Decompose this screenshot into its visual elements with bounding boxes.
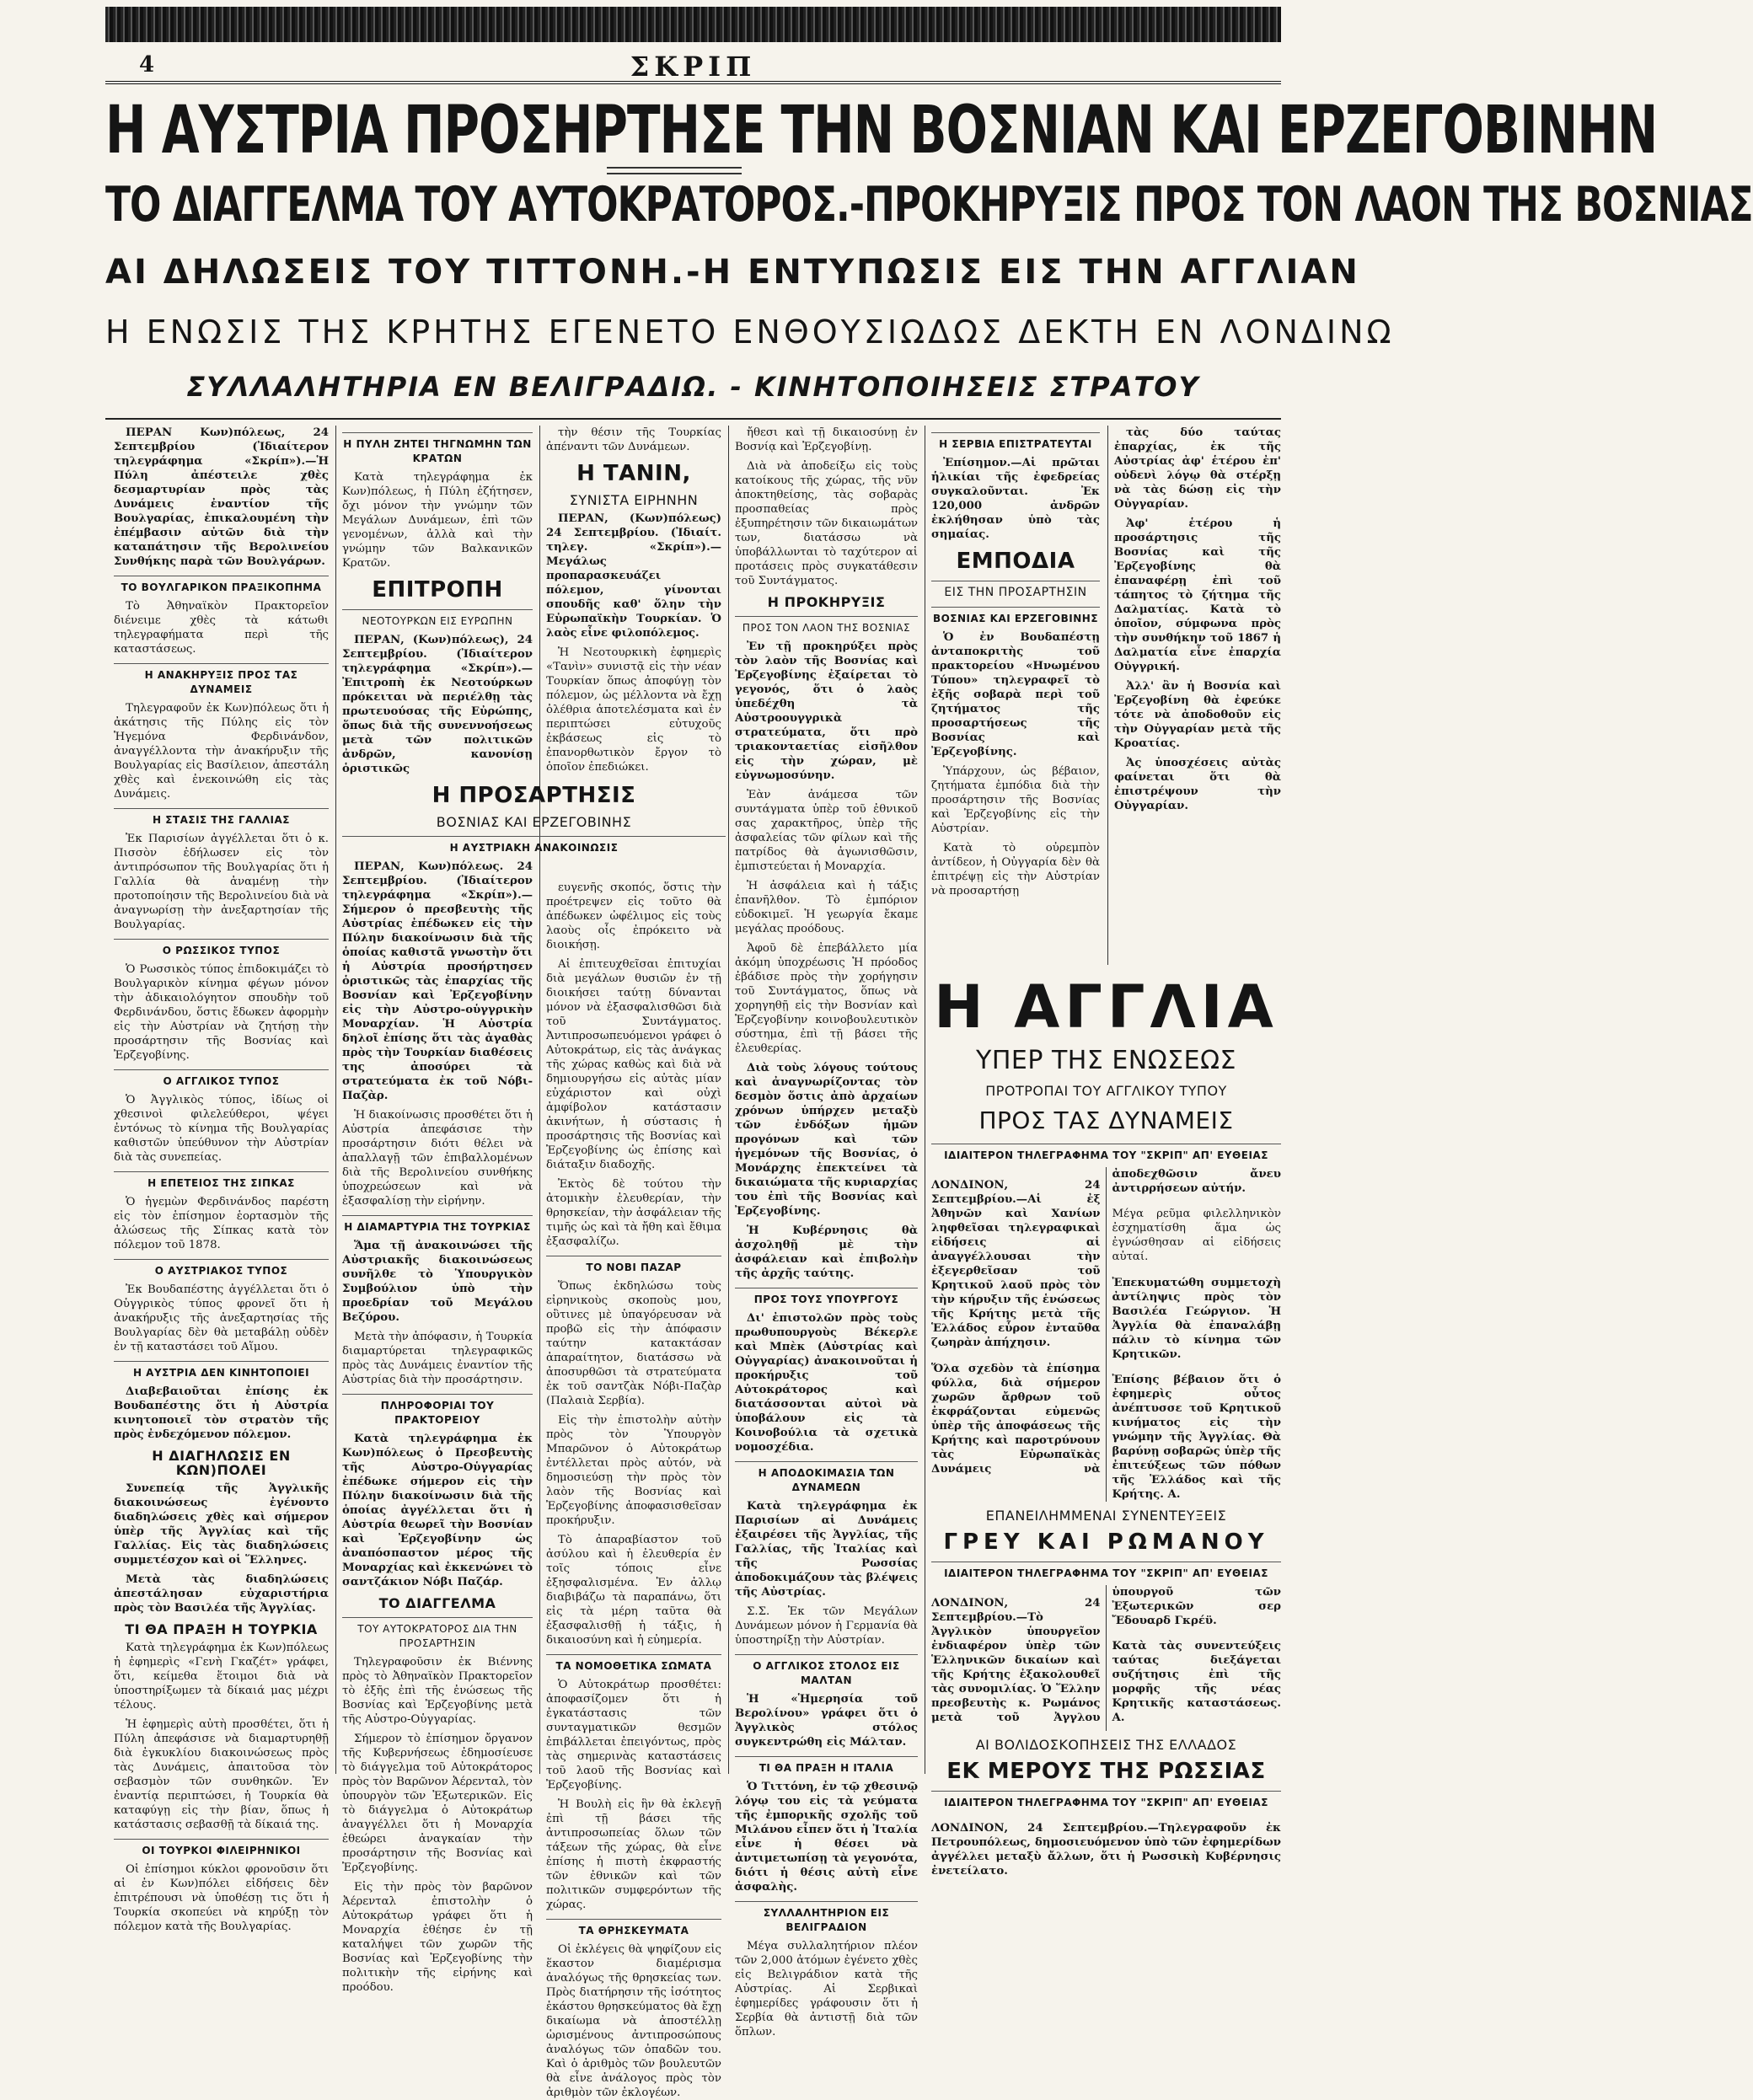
- paragraph: Ἀλλ' ἂν ἡ Βοσνία καὶ Ἐρζεγοβίνη θὰ ἐφεύκε τότε νὰ ἀποδοθοῦν εἰς τὴν Οὐγγαρίαν μετὰ τῆς Κροατίας.: [1114, 680, 1281, 750]
- lead-article: ΠΕΡΑΝ Κων)πόλεως, 24 Σεπτεμβρίου (Ἰδιαίτερον τηλεγράφημα «Σκρίπ»).—Ἡ Πύλη ἀπέστειλε χθὲς δεσμαρτυρίαν πρὸς τὰς Δυνάμεις ἐναντίον τῆς Βουλγαρίας, ἐπικαλουμένη τὴν ἐπέμβασιν αὐτῶν διὰ τὴν καταπάτησιν τῆς Βερολινείου Συνθήκης παρὰ τῶν Βουλγάρων.: [114, 426, 329, 568]
- paragraph: Ἐπίσημον.—Αἱ πρῶται ἡλικίαι τῆς ἐφεδρείας συγκαλοῦνται. Ἐκ 120,000 ἀνδρῶν ἐκλήθησαν ὑπὸ τὰς σημαίας.: [931, 457, 1100, 541]
- column-rule: [335, 426, 336, 1774]
- section-heading: ΕΠΑΝΕΙΛΗΜΜΕΝΑΙ ΣΥΝΕΝΤΕΥΞΕΙΣ: [985, 1507, 1227, 1524]
- paragraph: Τὸ ἀπαραβίαστον τοῦ ἀσύλου καὶ ἡ ἐλευθερία ἐν τοῖς τόποις εἶνε ἐξησφαλισμένα. Ἐν ἀλλῳ διαβιβάζω τὰ παραπάνω, ὅτι εἰς τὰ μέρη ταῦτα θὰ ἐξασφαλισθῇ ἡ τάξις, ἡ δικαιοσύνη καὶ ἡ εὐημερία.: [546, 1534, 721, 1647]
- section-subheading: ΠΡΟΣ ΤΟΝ ΛΑΟΝ ΤΗΣ ΒΟΣΝΙΑΣ: [735, 616, 918, 635]
- section-heading: ΕΜΠΟΔΙΑ: [956, 549, 1075, 574]
- feature-deck: ΠΡΟΣ ΤΑΣ ΔΥΝΑΜΕΙΣ: [978, 1106, 1234, 1134]
- section-subheading: ΒΟΣΝΙΑΣ ΚΑΙ ΕΡΖΕΓΟΒΙΝΗΣ: [436, 814, 632, 830]
- section-subheading: ΤΟΥ ΑΥΤΟΚΡΑΤΟΡΟΣ ΔΙΑ ΤΗΝ ΠΡΟΣΑΡΤΗΣΙΝ: [342, 1617, 533, 1651]
- feature-headline: Η ΑΓΓΛΙΑ: [934, 972, 1279, 1042]
- section-heading: ΕΚ ΜΕΡΟΥΣ ΤΗΣ ΡΩΣΣΙΑΣ: [946, 1758, 1266, 1784]
- section-heading: Η ΣΕΡΒΙΑ ΕΠΙΣΤΡΑΤΕΥΤΑΙ: [931, 432, 1100, 452]
- paragraph: Ἅμα τῇ ἀνακοινώσει τῆς Αὐστριακῆς διακοινώσεως συνῆλθε τὸ Ὑπουργικὸν Συμβούλιον ὑπὸ τὴν προεδρίαν τοῦ Μεγάλου Βεζύρου.: [342, 1240, 533, 1324]
- england-feature: [931, 969, 1281, 1878]
- paragraph: Ἡ Νεοτουρκικὴ ἐφημερὶς «Τανὶν» συνιστᾷ εἰς τὴν νέαν Τουρκίαν ὅπως ἀποφύγῃ τὸν πόλεμον, ὡς μέλλοντα νὰ ἔχῃ ὀλέθρια ἀποτελέσματα καὶ ἐν περιπτώσει εὐτυχοῦς ἐκβάσεως εἰς τὸ ἐπανορθωτικὸν ἔργον τὸ ὁποῖον ἐπεδιώκει.: [546, 646, 721, 774]
- column-3: [546, 426, 721, 2099]
- dispatch-credit: ΙΔΙΑΙΤΕΡΟΝ ΤΗΛΕΓΡΑΦΗΜΑ ΤΟΥ "ΣΚΡΙΠ" ΑΠ' ΕΥΘΕΙΑΣ: [931, 1562, 1281, 1581]
- paragraph: Ὁ ἡγεμὼν Φερδινάνδος παρέστη εἰς τὸν ἑπίσημον ἑορτασμὸν τῆς ἁλώσεως τῆς Σίπκας κατὰ τὸν πόλεμον τοῦ 1878.: [114, 1196, 329, 1251]
- section-heading: ΓΡΕΥ ΚΑΙ ΡΩΜΑΝΟΥ: [943, 1529, 1269, 1555]
- paragraph: Κατὰ τηλεγράφημα ἐκ Κων)πόλεως, ἡ Πύλη ἐζήτησεν, ὄχι μόνον τὴν γνώμην τῶν Μεγάλων Δυνάμεων, ἐπὶ τῶν γενομένων, ἀλλὰ καὶ τὴν γνώμην τῶν Βαλκανικῶν Κρατῶν.: [342, 471, 533, 570]
- paragraph: ευγενῆς σκοπός, ὅστις τὴν προέτρεψεν εἰς τοῦτο θὰ ἀπέδωκεν ὠφέλιμος εἰς τοὺς λαοὺς οἷς ἐπρόκειτο νὰ διοικήσῃ.: [546, 881, 721, 951]
- paragraph: Κατὰ τὰς συνεντεύξεις ταύτας διεξάγεται συζήτησις ἐπὶ τῆς μορφῆς τῆς νέας Κρητικῆς καταστάσεως. Α.: [1112, 1640, 1281, 1725]
- section-subheading: ΣΥΝΙΣΤΑ ΕΙΡΗΝΗΝ: [569, 492, 699, 508]
- paragraph: Ἐπεκυματώθη συμμετοχὴ ἀντίληψις πρὸς τὸν Βασιλέα Γεώργιον. Ἡ Ἀγγλία θὰ ἐπαναλάβῃ πάλιν τὸ κίνημα τῶν Κρητικῶν.: [1112, 1276, 1281, 1361]
- paragraph: Σήμερον τὸ ἐπίσημον ὄργανον τῆς Κυβερνήσεως ἐδημοσίευσε τὸ διάγγελμα τοῦ Αὐτοκράτορος πρὸς τὸν Βαρῶνον Ἀέρενταλ, τὸν ὑπουργὸν τῶν Ἐξωτερικῶν. Εἰς τὸ διάγγελμα ὁ Αὐτοκράτωρ ἀναγγέλλει ὅτι ἡ Μοναρχία ἐθεώρει ἀναγκαίαν τὴν προσάρτησιν τῆς Βοσνίας καὶ Ἐρζεγοβίνης.: [342, 1733, 533, 1874]
- paragraph: ΛΟΝΔΙΝΟΝ, 24 Σεπτεμβρίου.—Τηλεγραφοῦν ἐκ Πετρουπόλεως, δημοσιευόμενον ὑπὸ τῶν ἐφημερίδων ἀγγέλλει μεταξὺ ἄλλων, ὅτι ἡ Ρωσσικὴ Κυβέρνησις ἐνετείλατο.: [931, 1822, 1281, 1878]
- paragraph: Ἡ ἐφημερὶς αὐτὴ προσθέτει, ὅτι ἡ Πύλη ἀπεφάσισε νὰ διαμαρτυρηθῇ διὰ ἐγκυκλίου διακοινώσεως πρὸς τὰς Δυνάμεις, ἀπαιτοῦσα τὸν σεβασμὸν τῶν συνθηκῶν. Ἐν ἐναντίᾳ περιπτώσει, ἡ Τουρκία θὰ καταφύγῃ εἰς τὴν βίαν, ὅπως ἡ κατάστασις σεβασθῇ τὰ δίκαιά της.: [114, 1718, 329, 1831]
- feature-deck: ΠΡΟΤΡΟΠΑΙ ΤΟΥ ΑΓΓΛΙΚΟΥ ΤΥΠΟΥ: [985, 1083, 1227, 1099]
- page-number: 4: [139, 52, 155, 78]
- paragraph: Οἱ ἐκλέγεις θὰ ψηφίζουν εἰς ἕκαστον διαμέρισμα ἀναλόγως τῆς θρησκείας των. Πρὸς διατήρησιν τῆς ἰσότητος ἑκάστου θρησκεύματος θὰ ἔχῃ δικαίωμα νὰ ἀποστέλλῃ ὡρισμένους ἀντιπροσώπους ἀναλόγως τῶν ὀπαδῶν του. Καὶ ὁ ἀριθμὸς τῶν βουλευτῶν θὰ εἶνε ἀνάλογος πρὸς τὸν ἀριθμὸν τῶν ἐκλογέων.: [546, 1943, 721, 2099]
- section-heading: ΤΑ ΝΟΜΟΘΕΤΙΚΑ ΣΩΜΑΤΑ: [546, 1654, 721, 1674]
- section-heading: Ο ΑΥΣΤΡΙΑΚΟΣ ΤΥΠΟΣ: [114, 1259, 329, 1278]
- paragraph: Σ.Σ. Ἐκ τῶν Μεγάλων Δυνάμεων μόνον ἡ Γερμανία θὰ ὑποστηρίξῃ τὴν Αὐστρίαν.: [735, 1605, 918, 1647]
- paragraph: Ἐν τῇ προκηρύξει πρὸς τὸν λαὸν τῆς Βοσνίας καὶ Ἐρζεγοβίνης ἐξαίρεται τὸ γεγονός, ὅτι ὁ λαὸς ὑπεδέχθη τὰ Αὐστροουγγρικὰ στρατεύματα, ὅτι πρὸ τριακονταετίας εἰσῆλθον εἰς τὴν χώραν, μὲ εὐγνωμοσύνην.: [735, 640, 918, 782]
- top-border-strip: [105, 7, 1281, 42]
- paragraph: Μέγα συλλαλητήριον πλέον τῶν 2,000 ἀτόμων ἐγένετο χθὲς εἰς Βελιγράδιον κατὰ τῆς Αὐστρίας. Αἱ Σερβικαὶ ἐφημερίδες γράφουσιν ὅτι ἡ Σερβία θὰ ἀντιστῇ διὰ τῶν ὅπλων.: [735, 1940, 918, 2038]
- paragraph: Ἡ Κυβέρνησις θὰ ἀσχοληθῇ μὲ τὴν ἀσφάλειαν καὶ ἐπιβολὴν τῆς ἀρχῆς ταύτης.: [735, 1224, 918, 1280]
- section-heading: ΣΥΛΛΑΛΗΤΗΡΙΟΝ ΕΙΣ ΒΕΛΙΓΡΑΔΙΟΝ: [735, 1901, 918, 1935]
- column-rule: [539, 426, 540, 1774]
- paragraph: Εἰς τὴν πρὸς τὸν βαρῶνον Ἀέρενταλ ἐπιστολὴν ὁ Αὐτοκράτωρ γράφει ὅτι ἡ Μοναρχία ἐθέησε ἐν τῇ καταλήψει τῶν χωρῶν τῆς Βοσνίας καὶ Ἐρζεγοβίνης τὴν πολιτικὴν τῆς εἰρήνης καὶ προόδου.: [342, 1881, 533, 1994]
- paragraph: Ὑπάρχουν, ὡς βέβαιον, ζητήματα ἐμπόδια διὰ τὴν προσάρτησιν τῆς Βοσνίας καὶ Ἐρζεγοβίνης εἰς τὴν Αὐστρίαν.: [931, 765, 1100, 835]
- paragraph: Ὁ Αὐτοκράτωρ προσθέτει: ἀποφασίζομεν ὅτι ἡ ἐγκατάστασις τῶν συνταγματικῶν θεσμῶν ἐπιβάλλεται ἐπειγόντως, πρὸς τὰς σημερινὰς καταστάσεις τοῦ λαοῦ τῆς Βοσνίας καὶ Ἐρζεγοβίνης.: [546, 1679, 721, 1792]
- paragraph: Κατὰ τὸ οὐρεμπὸν ἀντίδεον, ἡ Οὐγγαρία δὲν θὰ ἐπιτρέψῃ εἰς τὴν Αὐστρίαν νὰ προσαρτήσῃ: [931, 842, 1100, 897]
- section-heading: Η ΑΠΟΔΟΚΙΜΑΣΙΑ ΤΩΝ ΔΥΝΑΜΕΩΝ: [735, 1461, 918, 1495]
- sub-headline-1: ΤΟ ΔΙΑΓΓΕΛΜΑ ΤΟΥ ΑΥΤΟΚΡΑΤΟΡΟΣ.-ΠΡΟΚΗΡΥΞΙΣ ΠΡΟΣ ΤΟΝ ΛΑΟΝ ΤΗΣ ΒΟΣΝΙΑΣ: [105, 177, 1753, 233]
- column-6: [1114, 426, 1281, 965]
- section-heading: ΤΙ ΘΑ ΠΡΑΞΗ Η ΙΤΑΛΙΑ: [735, 1756, 918, 1776]
- paragraph: Συνεπείᾳ τῆς Ἀγγλικῆς διακοινώσεως ἐγένοντο διαδηλώσεις χθὲς καὶ σήμερον ὑπὲρ τῆς Ἀγγλίας καὶ τῆς Γαλλίας. Εἰς τὰς διαδηλώσεις συμμετέσχον καὶ οἱ Ἕλληνες.: [114, 1482, 329, 1567]
- sub-headline-2: ΑΙ ΔΗΛΩΣΕΙΣ ΤΟΥ ΤΙΤΤΟΝΗ.-Η ΕΝΤΥΠΩΣΙΣ ΕΙΣ ΤΗΝ ΑΓΓΛΙΑΝ: [105, 253, 1360, 292]
- paragraph: Ἐκτὸς δὲ τούτου τὴν ἀτομικὴν ἐλευθερίαν, τὴν θρησκείαν, τὴν ἀσφάλειαν τῆς τιμῆς ὡς καὶ τὰ ἤθη καὶ ἔθιμα ἐξασφαλίζω.: [546, 1178, 721, 1248]
- column-4: [735, 426, 918, 2038]
- paragraph: Ὅπως ἐκδηλώσω τοὺς εἰρηνικοὺς σκοποὺς μου, οὓτινες μὲ ὑπαγόρευσαν νὰ προβῶ εἰς τὴν ἀπόφασιν ταύτην κατακτάσαν ἀπαραίτητον, διατάσσω νὰ ἀποσυρθῶσι τὰ στρατεύματα ἐκ τοῦ σαντζὰκ Νόβι-Παζὰρ (Παλαιὰ Σερβία).: [546, 1280, 721, 1407]
- paragraph: τὴν θέσιν τῆς Τουρκίας ἀπέναντι τῶν Δυνάμεων.: [546, 426, 721, 453]
- paragraph: Ἀς ὑποσχέσεις αὐτὰς φαίνεται ὅτι θὰ ἐπιστρέψουν τὴν Οὐγγαρίαν.: [1114, 757, 1281, 812]
- section-heading: Ο ΑΓΓΛΙΚΟΣ ΤΥΠΟΣ: [114, 1069, 329, 1089]
- section-heading: ΤΟ ΔΙΑΓΓΕΛΜΑ: [378, 1595, 496, 1611]
- paragraph: Κατὰ τηλεγράφημα ἐκ Κων)πόλεως ἡ ἐφημερὶς «Γενὴ Γκαζέτ» γράφει, ὅτι, κείμεθα ἕτοιμοι διὰ νὰ ὑποστηρίξωμεν τὰ δίκαιά μας μέχρι τέλους.: [114, 1642, 329, 1712]
- paragraph: Διὰ νὰ ἀποδείξω εἰς τοὺς κατοίκους τῆς χώρας, τῆς νῦν ἀποκτηθείσης, τὰς σοβαρὰς προσπαθείας πρὸς ἐξυπηρέτησιν τῶν δικαιωμάτων των, διατάσσω νὰ ὑποβάλλωνται τὸ ταχύτερον αἱ προτάσεις πρὸς συγκατάθεσιν τοῦ Συντάγματος.: [735, 460, 918, 587]
- paragraph: ΠΕΡΑΝ, (Κων)πόλεως), 24 Σεπτεμβρίου. (Ἰδιαίτερον τηλεγράφημα «Σκρίπ»).—Ἐπιτροπὴ ἐκ Νεοτούρκων πρόκειται νὰ περιέλθῃ τὰς πρωτευούσας τῆς Εὐρώπης, ὅπως διὰ τῆς συνεννοήσεως μετὰ τῶν πολιτικῶν ἀνδρῶν, κανονίσῃ ὁριστικῶς: [342, 634, 533, 775]
- section-heading: ΑΙ ΒΟΛΙΔΟΣΚΟΠΗΣΕΙΣ ΤΗΣ ΕΛΛΑΔΟΣ: [975, 1736, 1237, 1753]
- section-subheading: ΕΙΣ ΤΗΝ ΠΡΟΣΑΡΤΗΣΙΝ: [931, 581, 1100, 600]
- paragraph: Κατὰ τηλεγράφημα ἐκ Κων)πόλεως ὁ Πρεσβευτὴς τῆς Αὐστρο-Οὑγγαρίας ἐπέδωκε σήμερον εἰς τὴν Πύλην διακοίνωσιν διὰ τῆς ὁποίας ἀγγέλλεται ὅτι ἡ Αὐστρία θεωρεῖ τὴν Βοσνίαν καὶ Ἐρζεγοβίνην ὡς ἀναπόσπαστον μέρος τῆς Μοναρχίας καὶ ἐκκενώνει τὸ σαντζάκιον Νόβι Παζάρ.: [342, 1433, 533, 1588]
- interview-body: [931, 1585, 1281, 1731]
- paragraph: Κατὰ τηλεγράφημα ἐκ Παρισίων αἱ Δυνάμεις ἐξαιρέσει τῆς Ἀγγλίας, τῆς Γαλλίας, τῆς Ἰταλίας καὶ τῆς Ρωσσίας ἀποδοκιμάζουν τὰς βλέψεις τῆς Αὐστρίας.: [735, 1500, 918, 1599]
- paragraph: Εἰς τὴν ἐπιστολὴν αὐτὴν πρὸς τὸν Ὑπουργὸν Μπαρῶνον ὁ Αὐτοκράτωρ ἐντέλλεται πρὸς αὐτόν, νὰ δημοσιεύσῃ τὴν πρὸς τὸν λαὸν τῆς Βοσνίας καὶ Ἐρζεγοβίνης ἀποφασισθεῖσαν προκήρυξιν.: [546, 1414, 721, 1527]
- section-heading: Ο ΑΓΓΛΙΚΟΣ ΣΤΟΛΟΣ ΕΙΣ ΜΑΛΤΑΝ: [735, 1654, 918, 1688]
- column-rule: [1107, 426, 1108, 965]
- paragraph: Μέγα ρεῦμα φιλελληνικὸν ἐσχηματίσθη ἅμα ὡς ἐγνώσθησαν αἱ εἰδήσεις αὐταί.: [1112, 1208, 1281, 1264]
- paragraph: Οἱ ἐπίσημοι κύκλοι φρονοῦσιν ὅτι αἱ ἐν Κων)πόλει εἰδήσεις δὲν ἐπιτρέπουσι νὰ ὑποθέσῃ τις ὅτι ἡ Τουρκία σκοπεύει νὰ κηρύξῃ τὸν πόλεμον κατὰ τῆς Βουλγαρίας.: [114, 1863, 329, 1933]
- paragraph: Δι' ἐπιστολῶν πρὸς τοὺς πρωθυπουργοὺς Βέκερλε καὶ Μπὲκ (Αὐστρίας καὶ Οὐγγαρίας) ἀνακοινοῦται ἡ προκήρυξις τοῦ Αὐτοκράτορος καὶ διατάσσονται αὐτοὶ νὰ ὑποβάλουν εἰς τὰ Κοινοβούλια τὰ σχετικὰ νομοσχέδια.: [735, 1312, 918, 1454]
- section-heading: Η ΠΡΟΣΑΡΤΗΣΙΣ: [432, 783, 636, 808]
- paragraph: Ἐκ Βουδαπέστης ἀγγέλλεται ὅτι ὁ Οὑγγρικὸς τύπος φρονεῖ ὅτι ἡ ἀνακήρυξις τῆς ἀνεξαρτησίας τῆς Βουλγαρίας δὲν θὰ μεταβάλῃ οὐδὲν ἐν τῇ καταστάσει τοῦ Αἵμου.: [114, 1283, 329, 1353]
- paragraph: ΛΟΝΔΙΝΟΝ, 24 Σεπτεμβρίου.—Τὸ Ἀγγλικὸν ὑπουργεῖον ἐνδιαφέρον ὑπὲρ τῶν Ἑλληνικῶν δικαίων καὶ τῆς Κρήτης ἐξακολουθεῖ τὰς συνομιλίας. Ὁ Ἕλλην πρεσβευτὴς κ. Ρωμάνος μετὰ τοῦ Ἀγγλου ὑπουργοῦ τῶν Ἐξωτερικῶν σερ Ἔδουαρδ Γκρέϋ.: [931, 1585, 1281, 1725]
- sub-headline-4: ΣΥΛΛΑΛΗΤΗΡΙΑ ΕΝ ΒΕΛΙΓΡΑΔΙΩ. - ΚΙΝΗΤΟΠΟΙΗΣΕΙΣ ΣΤΡΑΤΟΥ: [186, 371, 1200, 403]
- paragraph: Ὁ Ἀγγλικὸς τύπος, ἰδίως οἱ χθεσινοὶ φιλελεύθεροι, ψέγει ἐντόνως τὸ κίνημα τῆς Βουλγαρίας καθιστῶν ὑπεύθυνον τὴν Αὐστρίαν διὰ τὰς συνεπείας.: [114, 1094, 329, 1164]
- paragraph: ΛΟΝΔΙΝΟΝ, 24 Σεπτεμβρίου.—Αἱ ἐξ Ἀθηνῶν καὶ Χανίων ληφθεῖσαι τηλεγραφικαὶ εἰδήσεις αἱ ἀναγγέλλουσαι τὴν ἐξεγερθεῖσαν τοῦ Κρητικοῦ λαοῦ πρὸς τὸν τὴν κήρυξιν τῆς ἑνώσεως τῆς Κρήτης μετὰ τῆς Ἑλλάδος εὗρον ἐνταῦθα ζωηρὰν ἀπήχησιν.: [931, 1179, 1101, 1350]
- paragraph: Ὅλα σχεδὸν τὰ ἐπίσημα φύλλα, διὰ σήμερον χωρῶν ἄρθρων τοῦ ἐκφράζονται εὐμενῶς ὑπὲρ τῆς ἀποφάσεως τῆς Κρήτης καὶ παροτρύνουν τὰς Εὐρωπαϊκὰς Δυνάμεις νὰ ἀποδεχθῶσιν ἄνευ ἀντιρρήσεων αὐτήν.: [931, 1168, 1281, 1476]
- paragraph: ΠΕΡΑΝ, Κων)πόλεως. 24 Σεπτεμβρίου. (Ἰδιαίτερον τηλεγράφημα «Σκρίπ»).—Σήμερον ὁ πρεσβευτὴς τῆς Αὐστρίας ἐπέδωκεν εἰς τὴν Πύλην διακοίνωσιν διὰ τῆς ὁποίας καθιστᾶ γνωστὴν ὅτι ἡ Αὐστρία προσήρτησεν ὁριστικῶς τὰς ἐπαρχίας τῆς Βοσνίαν καὶ Ἐρζεγοβίνην εἰς τὴν Αὐστρο-οὑγγρικὴν Μοναρχίαν. Ἡ Αὐστρία δηλοῖ ἐπίσης ὅτι τὰς ἀγαθὰς πρὸς τὴν Τουρκίαν διαθέσεις της ἀποσύρει τὰ στρατεύματα ἐκ τοῦ Νόβι-Παζὰρ.: [342, 860, 533, 1102]
- paragraph: Ἡ Βουλὴ εἰς ἣν θὰ ἐκλεγῇ ἐπὶ τῇ βάσει τῆς ἀντιπροσωπείας ὅλων τῶν τάξεων τῆς χώρας, θὰ εἶνε ἐπίσης ἡ πιστὴ ἐκφραστής τῶν ἐθνικῶν καὶ τῶν πολιτικῶν συμφερόντων τῆς χώρας.: [546, 1798, 721, 1911]
- paragraph: Διαβεβαιοῦται ἐπίσης ἐκ Βουδαπέστης ὅτι ἡ Αὐστρία κινητοποιεῖ τὸν στρατὸν τῆς πρὸς ἐνδεχόμενον πόλεμον.: [114, 1385, 329, 1441]
- section-heading: Η ΔΙΑΓΗΛΩΣΙΣ ΕΝ ΚΩΝ)ΠΟΛΕΙ: [152, 1448, 291, 1478]
- paragraph: τὰς δύο ταύτας ἐπαρχίας, ἐκ τῆς Αὐστρίας ἀφ' ἑτέρου ἐπ' οὐδενὶ λόγῳ θὰ στέρξῃ νὰ τὰς δώσῃ εἰς τὴν Οὐγγαρίαν.: [1114, 426, 1281, 511]
- section-heading: Η ΑΥΣΤΡΙΑ ΔΕΝ ΚΙΝΗΤΟΠΟΙΕΙ: [114, 1361, 329, 1380]
- paragraph: Ἡ ἀσφάλεια καὶ ἡ τάξις ἐπανῆλθον. Τὸ ἐμπόριον εὐδοκιμεῖ. Ἡ γεωργία ἔκαμε μεγάλας προόδους.: [735, 880, 918, 935]
- section-subheading: Η ΑΥΣΤΡΙΑΚΗ ΑΝΑΚΟΙΝΩΣΙΣ: [342, 836, 726, 855]
- paragraph: Ἡ διακοίνωσις προσθέτει ὅτι ἡ Αὐστρία ἀπεφάσισε τὴν προσάρτησιν διότι θέλει νὰ ἀπαλλαγῇ τῶν ἐπιβαλλομένων διὰ τῆς Βερολινείου συνθήκης ὑποχρεώσεων καὶ νὰ ἐξασφαλίσῃ τὴν εἰρήνην.: [342, 1109, 533, 1208]
- section-heading: ΠΛΗΡΟΦΟΡΙΑΙ ΤΟΥ ΠΡΑΚΤΟΡΕΙΟΥ: [342, 1394, 533, 1428]
- section-heading: Η ΕΠΕΤΕΙΟΣ ΤΗΣ ΣΙΠΚΑΣ: [114, 1171, 329, 1191]
- feature-subheadline: ΥΠΕΡ ΤΗΣ ΕΝΩΣΕΩΣ: [976, 1046, 1236, 1075]
- paragraph: Ἐὰν ἀνάμεσα τῶν συντάγματα ὑπὲρ τοῦ ἐθνικοῦ σας χαρακτῆρος, ὑπὲρ τῆς ἀσφαλείας τῶν φίλων καὶ τῆς πατρίδος θὰ ἀγωνισθῶσιν, ἐμπιστεύεται ἡ Μοναρχία.: [735, 789, 918, 873]
- masthead: [105, 52, 1281, 84]
- section-heading: ΤΟ ΝΟΒΙ ΠΑΖΑΡ: [546, 1256, 721, 1275]
- section-subheading: ΒΟΣΝΙΑΣ ΚΑΙ ΕΡΖΕΓΟΒΙΝΗΣ: [931, 607, 1100, 626]
- paragraph: Ὁ Τιττόνη, ἐν τῷ χθεσινῷ λόγῳ του εἰς τὰ γεύματα τῆς ἐμπορικῆς σχολῆς τοῦ Μιλάνου εἶπεν ὅτι ἡ Ἰταλία εἶνε ἡ θέσει νὰ ἀντιμετωπίσῃ τὰ γεγονότα, διότι ἡ θέσις αὐτὴ εἶνε ἀσφαλὴς.: [735, 1781, 918, 1894]
- section-heading: Η ΑΝΑΚΗΡΥΞΙΣ ΠΡΟΣ ΤΑΣ ΔΥΝΑΜΕΙΣ: [114, 663, 329, 697]
- spacer: [546, 779, 721, 881]
- paragraph: Ὁ ἐν Βουδαπέστῃ ἀνταποκριτὴς τοῦ πρακτορείου «Ηνωμένου Τύπου» τηλεγραφεῖ τὸ ἐξῆς σοβαρὰ περὶ τοῦ ζητήματος τῆς προσαρτήσεως τῆς Βοσνίας καὶ Ἐρζεγοβίνης.: [931, 631, 1100, 758]
- paragraph: Ὁ Ρωσσικὸς τύπος ἐπιδοκιμάζει τὸ Βουλγαρικὸν κίνημα φέγων μόνον τὴν ἀδικαιολόγητον σπουδὴν τοῦ Φερδινάνδου, ὅστις ἔδωκεν ἀφορμὴν εἰς τὴν Αὐστρίαν νὰ ζητήσῃ τὴν προσάρτησιν τῆς Βοσνίας καὶ Ἐρζεγοβίνης.: [114, 963, 329, 1062]
- section-heading: ΤΑ ΘΡΗΣΚΕΥΜΑΤΑ: [546, 1919, 721, 1938]
- section-heading: Η ΠΥΛΗ ΖΗΤΕΙ ΤΗΓΝΩΜΗΝ ΤΩΝ ΚΡΑΤΩΝ: [342, 432, 533, 466]
- paragraph: Ἀφοῦ δὲ ἐπεβάλλετο μία ἀκόμη ὑποχρέωσις Ἡ πρόοδος ἐβάδισε πρὸς τὴν χορήγησιν τοῦ Συντάγματος, ὅπως νὰ χορηγηθῇ εἰς τὴν Βοσνίαν καὶ Ἐρζεγοβίνην κοινοβουλευτικὸν σύστημα, ἐπὶ τῇ βάσει τῆς ἐλευθερίας.: [735, 942, 918, 1055]
- section-heading: Η ΤΑΝΙΝ,: [576, 461, 691, 486]
- section-heading: ΤΟ ΒΟΥΛΓΑΡΙΚΟΝ ΠΡΑΞΙΚΟΠΗΜΑ: [114, 576, 329, 595]
- header-rule: [105, 418, 1281, 420]
- ornament-divider: [607, 167, 742, 174]
- paragraph: ΠΕΡΑΝ, (Κων)πόλεως) 24 Σεπτεμβρίου. (Ἰδιαίτ. τηλεγ. «Σκρίπ»).—Μεγάλως προπαρασκευάζει πόλεμον, γίνονται σπουδῆς καθ' ὅλην τὴν Εὐρωπαϊκὴν Τουρκίαν. Ὁ λαὸς εἶνε φιλοπόλεμος.: [546, 512, 721, 640]
- section-heading: Ο ΡΩΣΣΙΚΟΣ ΤΥΠΟΣ: [114, 939, 329, 958]
- paragraph: Μετὰ τὴν ἀπόφασιν, ἡ Τουρκία διαμαρτύρεται τηλεγραφικῶς πρὸς τὰς Δυνάμεις ἐναντίον τῆς Αὐστρίας διὰ τὴν προσάρτησιν.: [342, 1331, 533, 1386]
- column-5: [931, 426, 1100, 965]
- paragraph: Τηλεγραφοῦσιν ἐκ Βιέννης πρὸς τὸ Ἀθηναϊκὸν Πρακτορεῖον τὸ ἐξῆς ἐπὶ τῆς ἐνώσεως τῆς Βοσνίας καὶ Ἐρζεγοβίνης μετὰ τῆς Αὐστρο-Οὑγγαρίας.: [342, 1656, 533, 1726]
- paragraph: Ἡ «Ἡμερησία τοῦ Βερολίνου» γράφει ὅτι ὁ Ἀγγλικὸς στόλος συγκεντρώθη εἰς Μάλταν.: [735, 1693, 918, 1749]
- paragraph: ἤθεσι καὶ τῇ δικαιοσύνῃ ἐν Βοσνίᾳ καὶ Ἐρζεγοβίνῃ.: [735, 426, 918, 453]
- section-heading: ΤΙ ΘΑ ΠΡΑΞΗ Η ΤΟΥΡΚΙΑ: [125, 1621, 318, 1637]
- paragraph: Τὸ Ἀθηναϊκὸν Πρακτορεῖον διένειμε χθὲς τὰ κάτωθι τηλεγραφήματα περὶ τῆς καταστάσεως.: [114, 600, 329, 656]
- dispatch-credit: ΙΔΙΑΙΤΕΡΟΝ ΤΗΛΕΓΡΑΦΗΜΑ ΤΟΥ "ΣΚΡΙΠ" ΑΠ' ΕΥΘΕΙΑΣ: [931, 1791, 1281, 1810]
- paragraph: Τηλεγραφοῦν ἐκ Κων)πόλεως ὅτι ἡ ἀκάτησις τῆς Πύλης εἰς τὸν Ἡγεμόνα Φερδινάνδον, ἀναγγέλλοντα τὴν ἀνακήρυξιν τῆς Βουλγαρίας εἰς Βασίλειον, ἀπεστάλη χθὲς καὶ ἐνεκοινώθη εἰς τὰς Δυνάμεις.: [114, 702, 329, 801]
- main-headline: Η ΑΥΣΤΡΙΑ ΠΡΟΣΗΡΤΗΣΕ ΤΗΝ ΒΟΣΝΙΑΝ ΚΑΙ ΕΡΖΕΓΟΒΙΝΗΝ: [105, 91, 1658, 169]
- column-rule: [728, 426, 729, 1774]
- section-heading: ΟΙ ΤΟΥΡΚΟΙ ΦΙΛΕΙΡΗΝΙΚΟΙ: [114, 1839, 329, 1858]
- column-1: [114, 426, 329, 1933]
- section-heading: ΠΡΟΣ ΤΟΥΣ ΥΠΟΥΡΓΟΥΣ: [735, 1288, 918, 1307]
- newspaper-title: ΣΚΡΙΠ: [630, 51, 757, 83]
- section-heading: ΕΠΙΤΡΟΠΗ: [372, 577, 503, 603]
- paragraph: Αἱ ἐπιτευχθεῖσαι ἐπιτυχίαι διὰ μεγάλων θυσιῶν ἐν τῇ διοικήσει ταύτῃ δύνανται μόνον νὰ ἐξασφαλισθῶσι διὰ τοῦ Συντάγματος. Ἀντιπροσωπευόμενοι γράφει ὁ Αὐτοκράτωρ, εἰς τὰς ἀνάγκας τῆς χώρας καθὼς καὶ διὰ νὰ δημιουργήσω εἰς αὐτὰς μίαν εὐχάριστον καὶ οὐχὶ ἀμφίβολον κατάστασιν ἀκινήτων, ἡ σύστασις ἡ προσάρτησις τῆς Βοσνίας καὶ Ἐρζεγοβίνης ὡς ἐπίσης καὶ διάταξιν διαδοχῆς.: [546, 958, 721, 1171]
- paragraph: Ἐκ Παρισίων ἀγγέλλεται ὅτι ὁ κ. Πισσὸν ἐδήλωσεν εἰς τὸν ἀντιπρόσωπον τῆς Βουλγαρίας ὅτι ἡ Γαλλία θὰ ἀναμένῃ τὴν προτοποίησιν τῆς Βερολινείου διὰ νὰ ἀναγνωρίσῃ τὴν ἀνεξαρτησίαν τῆς Βουλγαρίας.: [114, 833, 329, 931]
- paragraph: Διὰ τοὺς λόγους τούτους καὶ ἀναγνωρίζοντας τὸν δεσμὸν ὅστις ἀπὸ ἀρχαίων χρόνων ὑπήρχεν μεταξὺ τῶν ἐνδόξων ἡμῶν προγόνων καὶ τῶν ἡγεμόνων τῆς Βοσνίας, ὁ Μονάρχης ἐπεκτείνει τὰ δικαιώματα τῆς κυριαρχίας του ἐπὶ τῆς Βοσνίας καὶ Ἐρζεγοβίνης.: [735, 1062, 918, 1218]
- paragraph: Ἀφ' ἑτέρου ἡ προσάρτησις τῆς Βοσνίας καὶ τῆς Ἐρζεγοβίνης θὰ ἐπαναφέρῃ ἐπὶ τοῦ τάπητος τὸ ζήτημα τῆς Δαλματίας. Κατὰ τὸ ὁποῖον, σύμφωνα πρὸς τὴν συνθήκην τοῦ 1867 ἡ Δαλματία εἶνε ἐπαρχία Οὐγγρική.: [1114, 517, 1281, 673]
- dispatch-credit: ΙΔΙΑΙΤΕΡΟΝ ΤΗΛΕΓΡΑΦΗΜΑ ΤΟΥ "ΣΚΡΙΠ" ΑΠ' ΕΥΘΕΙΑΣ: [931, 1144, 1281, 1163]
- section-heading: Η ΣΤΑΣΙΣ ΤΗΣ ΓΑΛΛΙΑΣ: [114, 808, 329, 828]
- section-heading: Η ΔΙΑΜΑΡΤΥΡΙΑ ΤΗΣ ΤΟΥΡΚΙΑΣ: [342, 1215, 533, 1235]
- section-subheading: ΝΕΟΤΟΥΡΚΩΝ ΕΙΣ ΕΥΡΩΠΗΝ: [342, 609, 533, 629]
- section-heading: Η ΠΡΟΚΗΡΥΞΙΣ: [767, 594, 886, 610]
- paragraph: Μετὰ τὰς διαδηλώσεις ἀπεστάλησαν εὐχαριστήρια πρὸς τὸν Βασιλέα τῆς Ἀγγλίας.: [114, 1573, 329, 1615]
- paragraph: Ἐπίσης βέβαιον ὅτι ὁ ἐφημερὶς οὗτος ἀνέπτυσσε τοῦ Κρητικοῦ κινήματος εἰς τὴν γνώμην τῆς Ἀγγλίας. Θὰ βαρύνῃ σοβαρῶς ὑπὲρ τῆς ἐπιτεύξεως τῶν πόθων τῆς Ἑλλάδος καὶ τῆς Κρήτης. Α.: [1112, 1373, 1281, 1501]
- feature-body: [931, 1167, 1281, 1502]
- sub-headline-3: Η ΕΝΩΣΙΣ ΤΗΣ ΚΡΗΤΗΣ ΕΓΕΝΕΤΟ ΕΝΘΟΥΣΙΩΔΩΣ ΔΕΚΤΗ ΕΝ ΛΟΝΔΙΝΩ: [105, 313, 1395, 351]
